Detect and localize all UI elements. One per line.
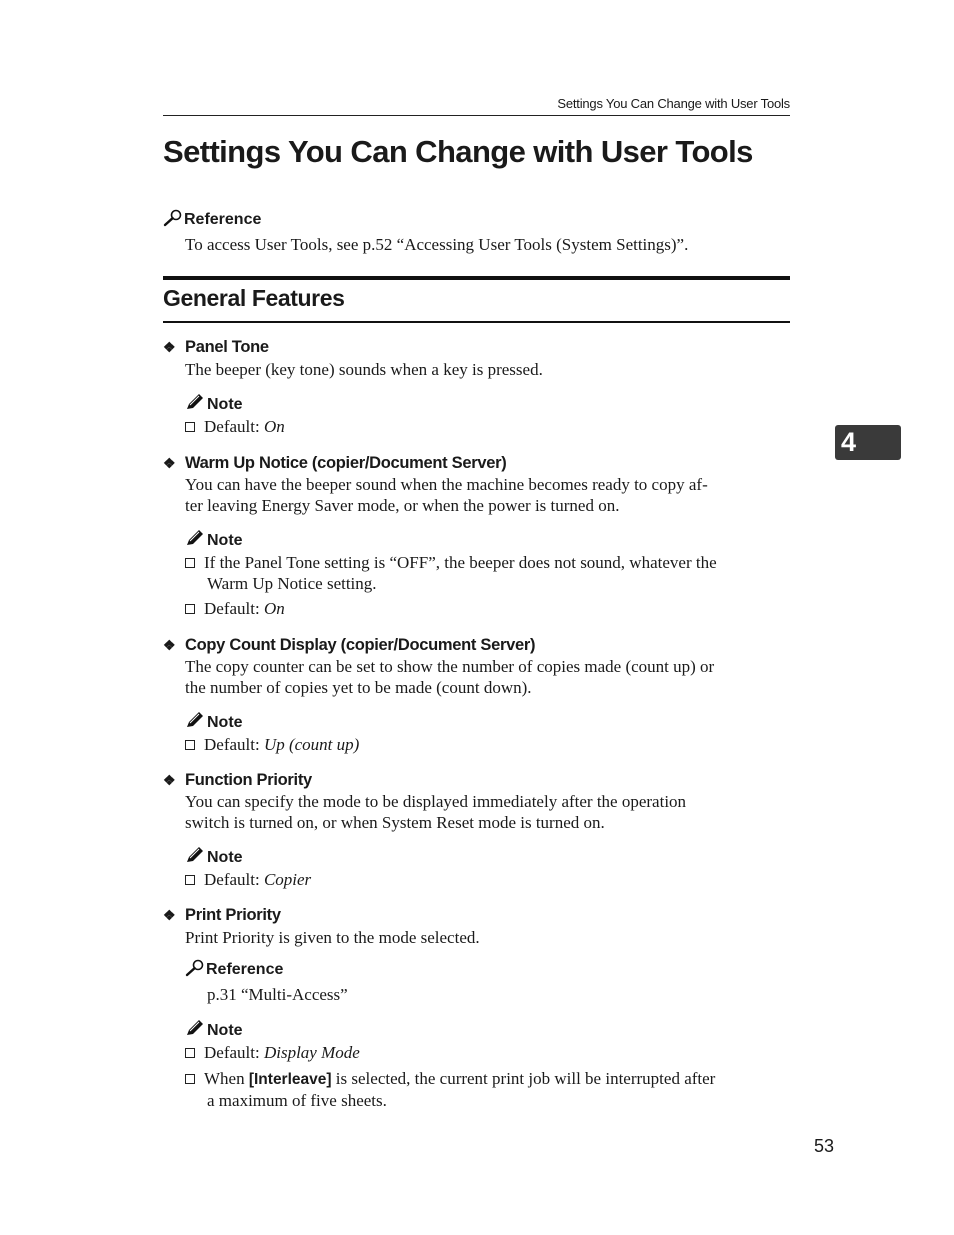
- pencil-icon: [185, 1019, 205, 1037]
- checkbox-bullet-icon: [185, 875, 195, 885]
- page-title: Settings You Can Change with User Tools: [163, 134, 753, 169]
- diamond-bullet-icon: ❖: [163, 907, 176, 923]
- checkbox-bullet-icon: [185, 604, 195, 614]
- item-description: You can have the beeper sound when the machine becomes ready to copy af- ter leaving Energy Saver mode, or when the power is turned on.: [185, 475, 708, 515]
- reference-heading: Reference: [185, 959, 283, 979]
- reference-magnifier-icon: [163, 209, 183, 227]
- item-description: Print Priority is given to the mode selected.: [185, 928, 480, 947]
- item-description: The copy counter can be set to show the number of copies made (count up) or the number of copies yet to be made (count down).: [185, 657, 715, 697]
- pencil-icon: [185, 529, 205, 547]
- checkbox-bullet-icon: [185, 422, 195, 432]
- reference-link[interactable]: p.31 “Multi-Access”: [207, 985, 348, 1004]
- reference-text[interactable]: To access User Tools, see p.52 “Accessing User Tools (System Settings)”.: [185, 235, 689, 254]
- section-title: General Features: [163, 285, 345, 311]
- diamond-bullet-icon: ❖: [163, 637, 176, 653]
- chapter-tab: 4: [835, 425, 901, 460]
- note-bullet: Default: Display Mode: [185, 1043, 360, 1064]
- item-description: You can specify the mode to be displayed immediately after the operation switch is turned on, or when System Reset mode is turned on.: [185, 792, 687, 832]
- note-bullet: Default: Up (count up): [185, 735, 359, 756]
- item-heading-copy-count-display: [163, 636, 535, 655]
- item-heading-print-priority: [163, 906, 281, 925]
- diamond-bullet-icon: ❖: [163, 772, 176, 788]
- reference-label: Reference: [184, 211, 262, 228]
- default-value: Copier: [263, 870, 312, 889]
- note-bullet: If the Panel Tone setting is “OFF”, the beeper does not sound, whatever the Warm Up Notice setting.: [185, 553, 791, 594]
- checkbox-bullet-icon: [185, 558, 195, 568]
- diamond-bullet-icon: ❖: [163, 455, 176, 471]
- item-heading-warm-up-notice: [163, 454, 506, 473]
- note-bullet: Default: On: [185, 599, 285, 620]
- pencil-icon: [185, 846, 205, 864]
- note-heading: Note: [185, 529, 243, 550]
- pencil-icon: [185, 711, 205, 729]
- page-number: 53: [813, 1136, 834, 1156]
- pencil-icon: [185, 393, 205, 411]
- note-heading: Note: [185, 711, 243, 732]
- note-heading: Note: [185, 1019, 243, 1040]
- item-heading-function-priority: [163, 771, 312, 790]
- note-bullet: When [Interleave] is selected, the current print job will be interrupted after a maximum of five sheets.: [185, 1069, 791, 1111]
- section-top-rule: [163, 276, 790, 280]
- note-bullet: Default: On: [185, 417, 285, 438]
- default-value: On: [263, 417, 285, 436]
- default-value: Up (count up): [263, 735, 360, 754]
- checkbox-bullet-icon: [185, 1048, 195, 1058]
- reference-heading: [163, 209, 261, 229]
- reference-magnifier-icon: [185, 959, 205, 977]
- default-value: Display Mode: [263, 1043, 360, 1062]
- item-title: Panel Tone: [185, 338, 269, 356]
- note-bullet: Default: Copier: [185, 870, 311, 891]
- default-value: On: [263, 599, 285, 618]
- item-title: Print Priority: [185, 906, 281, 924]
- diamond-bullet-icon: ❖: [163, 339, 176, 355]
- item-heading-panel-tone: [163, 338, 269, 357]
- note-heading: Note: [185, 393, 243, 414]
- item-title: Warm Up Notice (copier/Document Server): [185, 454, 507, 472]
- interleave-key: [Interleave]: [248, 1071, 332, 1088]
- item-title: Copy Count Display (copier/Document Server): [185, 636, 536, 654]
- running-header: Settings You Can Change with User Tools: [557, 96, 790, 111]
- header-rule: [163, 115, 790, 116]
- item-title: Function Priority: [185, 771, 312, 789]
- note-heading: Note: [185, 846, 243, 867]
- section-bottom-rule: [163, 321, 790, 323]
- checkbox-bullet-icon: [185, 1074, 195, 1084]
- item-description: The beeper (key tone) sounds when a key is pressed.: [185, 360, 543, 379]
- checkbox-bullet-icon: [185, 740, 195, 750]
